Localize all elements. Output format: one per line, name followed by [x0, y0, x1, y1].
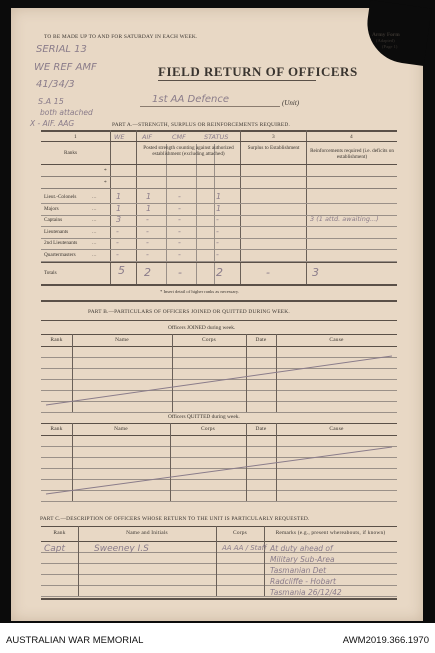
- part-c-rank: Capt: [44, 544, 66, 554]
- rank-label: 2nd Lieutenants: [44, 240, 78, 246]
- rank-label: Lieutenants: [44, 228, 69, 235]
- total-surplus: -: [266, 266, 270, 279]
- part-b-heading: PART B.—PARTICULARS OF OFFICERS JOINED OR QUITTED DURING WEEK.: [88, 309, 290, 315]
- col-head-surplus: Surplus to Establishment: [247, 145, 300, 151]
- part-c-remark-5: Tasmania 26/12/42: [270, 588, 342, 597]
- sub-head-status: STATUS: [204, 133, 229, 141]
- col-rule: [216, 526, 217, 596]
- col-rule: [78, 526, 79, 596]
- col-rule: [170, 423, 171, 501]
- rank-cell-status: 1: [216, 203, 222, 213]
- part-a-heading: PART A.—STRENGTH, SURPLUS OR REINFORCEMENTS REQUIRED.: [112, 122, 291, 128]
- row-rule: [41, 446, 397, 447]
- col-head-cause: Cause: [329, 337, 344, 343]
- row-rule: [41, 357, 397, 358]
- col-head-ranks: Ranks: [64, 150, 77, 156]
- row-rule: [41, 563, 397, 564]
- rank-label: Majors: [44, 205, 59, 212]
- row-rule: [41, 368, 397, 369]
- col-rule: [276, 423, 277, 501]
- part-a-footnote: * Insert detail of higher ranks as necessary.: [160, 289, 240, 294]
- rank-label: Lieut.-Colonels: [44, 194, 77, 200]
- part-c-remark-3: Tasmanian Det: [270, 566, 327, 575]
- rank-leader: ...: [92, 205, 97, 212]
- part-c-remark-2: Military Sub-Area: [270, 555, 335, 564]
- row-rule: [41, 412, 397, 413]
- row-rule: [41, 390, 397, 391]
- pencil-note-4: S.A 15: [38, 97, 64, 106]
- top-note: TO BE MADE UP TO AND FOR SATURDAY IN EACH WEEK.: [44, 34, 198, 40]
- col-rule: [72, 334, 73, 412]
- row-rule: [41, 490, 397, 491]
- row-rule: [41, 596, 397, 597]
- footer-left: AUSTRALIAN WAR MEMORIAL: [6, 635, 144, 646]
- footer-bar: [0, 623, 435, 653]
- rank-cell-aif: 1: [146, 192, 152, 201]
- total-cmf: -: [178, 266, 182, 279]
- rank-cell-we: 1: [116, 192, 122, 201]
- form-sub1: (Adapted): [376, 38, 395, 43]
- form-title: FIELD RETURN OF OFFICERS: [158, 64, 358, 79]
- rank-cell-cmf: -: [178, 203, 181, 213]
- col-head-cause: Cause: [329, 426, 344, 432]
- col-head-corps: Corps: [201, 426, 215, 432]
- rank-cell-status: 1: [216, 192, 222, 201]
- col-head-date: Date: [255, 426, 267, 432]
- joined-title: Officers JOINED during week.: [168, 325, 236, 331]
- col-head-name: Name: [115, 337, 129, 343]
- col-num-4: 4: [350, 134, 353, 140]
- rank-cell-aif: 1: [146, 203, 152, 213]
- rank-cell-cmf: -: [178, 215, 181, 224]
- unit-label: (Unit): [282, 99, 300, 107]
- col-rule: [246, 423, 247, 501]
- row-rule: [41, 457, 397, 458]
- total-we: 5: [118, 264, 125, 277]
- rank-cell-reinforcements: 3 (1 attd. awaiting...): [310, 215, 379, 223]
- part-c-heading: PART C.—DESCRIPTION OF OFFICERS WHOSE RETURN TO THE UNIT IS PARTICULARLY REQUESTED.: [40, 516, 310, 522]
- pencil-note-1: SERIAL 13: [36, 44, 87, 55]
- part-c-remark-1: At duty ahead of: [270, 544, 333, 553]
- rank-cell-cmf: -: [178, 192, 181, 201]
- form-name: Army Form: [372, 32, 400, 38]
- col-num-3: 3: [272, 134, 275, 140]
- rank-cell-aif: -: [146, 249, 149, 259]
- col-num-1: 1: [74, 134, 77, 140]
- row-rule: [41, 226, 397, 227]
- col-rule: [276, 334, 277, 412]
- total-reinforcements: 3: [312, 266, 319, 279]
- col-head-name: Name: [114, 426, 128, 432]
- row-rule: [41, 585, 397, 586]
- row-rule: [41, 479, 397, 480]
- rank-cell-we: -: [116, 249, 119, 259]
- part-c-col-head: Name and Initials: [126, 530, 168, 536]
- form-sub2: (Page 1): [382, 44, 398, 49]
- rank-cell-aif: -: [146, 238, 149, 247]
- col-head-posted: Posted strength counting against authorized establishment (excluding attached): [143, 145, 234, 157]
- rank-cell-status: -: [216, 249, 219, 259]
- totals-label: Totals: [44, 270, 57, 276]
- rank-cell-status: -: [216, 215, 219, 224]
- pencil-note-6: X - AIF. AAG: [30, 119, 75, 128]
- col-head-date: Date: [255, 337, 267, 343]
- sub-head-cmf: CMF: [172, 133, 186, 141]
- rank-cell-cmf: -: [178, 238, 181, 247]
- rank-cell-we: -: [116, 238, 119, 247]
- col-head-rank: Rank: [50, 426, 63, 432]
- col-head-reinforcements: Reinforcements required (i.e. deficits on establishment): [310, 148, 394, 160]
- rank-label: Captains: [44, 217, 63, 223]
- row-rule: [41, 401, 397, 402]
- rank-cell-aif: -: [146, 226, 149, 236]
- rank-cell-status: -: [216, 238, 219, 247]
- pencil-note-3: 41/34/3: [36, 79, 75, 90]
- head-rule: [41, 541, 397, 542]
- rank-cell-we: 1: [116, 203, 122, 213]
- col-rule: [264, 526, 265, 596]
- row-rule: [41, 501, 397, 502]
- rank-cell-cmf: -: [178, 249, 181, 259]
- part-c-remark-4: Radcliffe - Hobart: [270, 577, 336, 586]
- row-rule: [41, 574, 397, 575]
- col-rule: [172, 334, 173, 412]
- part-c-col-head: Remarks (e.g., present whereabouts, if known): [275, 530, 386, 536]
- rank-cell-we: 3: [116, 215, 122, 224]
- rank-cell-cmf: -: [178, 226, 181, 236]
- head-rule: [41, 346, 397, 347]
- pencil-note-5: both attached: [40, 108, 93, 117]
- rank-label: Quartermasters: [44, 251, 76, 258]
- quitted-title: Officers QUITTED during week.: [168, 414, 240, 420]
- rank-cell-we: -: [116, 226, 119, 236]
- rank-leader: ...: [92, 228, 97, 235]
- rank-cell-status: -: [216, 226, 219, 236]
- rank-leader: ...: [92, 194, 97, 200]
- total-aif: 2: [144, 266, 151, 279]
- sub-head-aif: AIF: [142, 133, 153, 141]
- row-rule: [41, 238, 397, 239]
- col-head-corps: Corps: [202, 337, 216, 343]
- footer-right: AWM2019.366.1970: [342, 635, 429, 646]
- row-rule: [41, 379, 397, 380]
- part-c-name: Sweeney I.S: [94, 544, 149, 554]
- col-rule: [246, 334, 247, 412]
- pencil-note-2: WE REF AMF: [34, 62, 97, 73]
- part-c-col-head: Corps: [233, 530, 247, 536]
- col-rule: [72, 423, 73, 501]
- head-rule: [41, 435, 397, 436]
- row-rule: [41, 249, 397, 250]
- sub-head-we: WE: [114, 133, 125, 141]
- unit-value: 1st AA Defence: [152, 94, 230, 105]
- row-rule: [41, 468, 397, 469]
- rank-leader: ...: [92, 217, 97, 223]
- rank-leader: ...: [92, 251, 97, 258]
- bottom-rule: [41, 598, 397, 600]
- col-head-rank: Rank: [50, 337, 63, 343]
- rank-cell-aif: -: [146, 215, 149, 224]
- total-status: 2: [216, 266, 223, 279]
- part-c-col-head: Rank: [53, 530, 66, 536]
- rank-leader: ...: [92, 240, 97, 246]
- part-c-corps: AA AA / Staff: [222, 544, 267, 552]
